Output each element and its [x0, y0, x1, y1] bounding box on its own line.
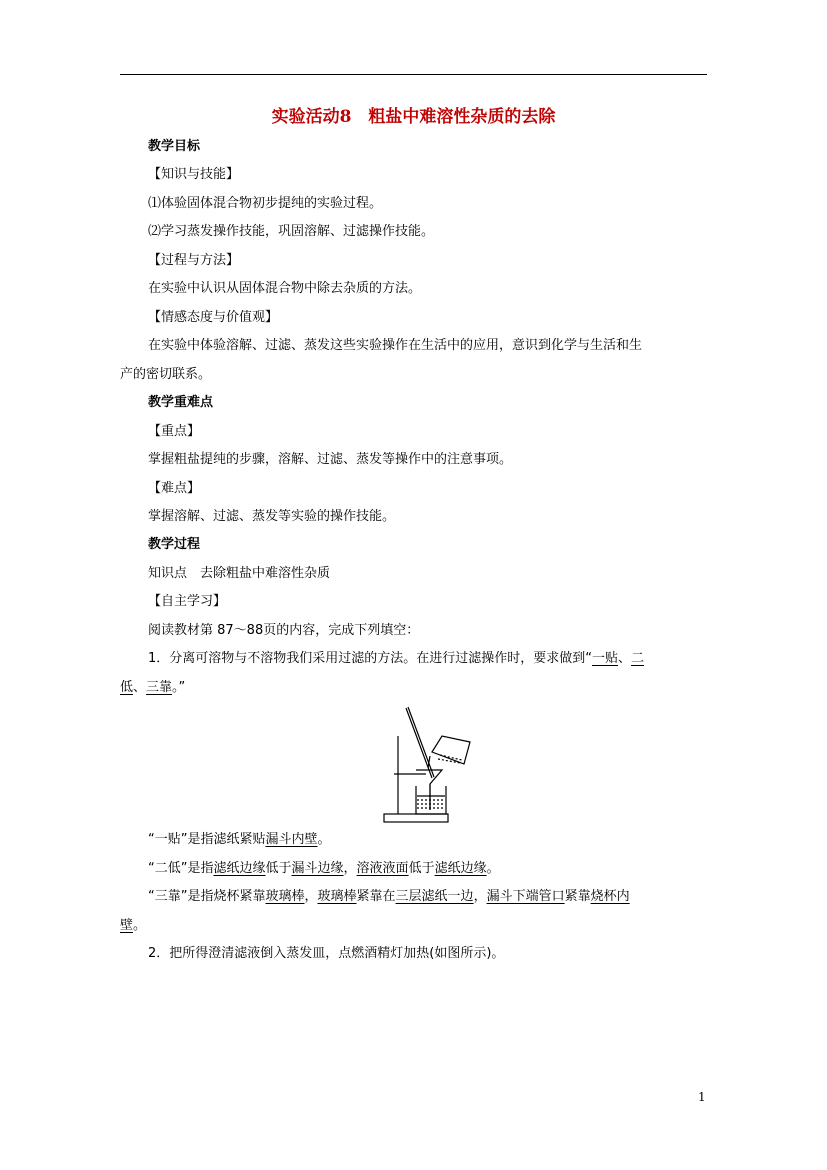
answer-two-low-part2: 低	[120, 680, 134, 695]
answer-funnel-inner-wall: 漏斗内壁	[265, 832, 318, 847]
two-low-line	[120, 860, 738, 878]
answer-liquid-level: 溶液液面	[356, 861, 409, 876]
answer-funnel-tip: 漏斗下端管口	[486, 889, 565, 904]
one-stick-suffix: 。	[317, 832, 331, 847]
focus-heading: 【重点】	[148, 424, 201, 439]
pouring-beaker	[432, 736, 470, 764]
filtration-apparatus-figure	[380, 700, 480, 828]
three-lean-mid1: ，	[304, 889, 318, 904]
answer-filter-paper-edge-2: 滤纸边缘	[434, 861, 487, 876]
three-lean-mid3: ，	[473, 889, 487, 904]
item1-sep1: 、	[618, 651, 632, 666]
knowledge-item-2: ⑵学习蒸发操作技能，巩固溶解、过滤操作技能。	[148, 224, 435, 239]
attitude-text-line2: 产的密切联系。	[120, 367, 212, 382]
topic-line: 知识点 去除粗盐中难溶性杂质	[148, 566, 331, 581]
process-method-heading: 【过程与方法】	[148, 253, 240, 268]
three-lean-line1	[120, 888, 738, 906]
answer-filter-paper-edge: 滤纸边缘	[213, 861, 266, 876]
answer-three-lean: 三靠	[146, 680, 173, 695]
two-low-suffix: 。	[486, 861, 500, 876]
one-stick-line	[120, 831, 738, 849]
answer-beaker-inner-wall-part2: 壁	[120, 918, 134, 933]
item2-line: 2．把所得澄清滤液倒入蒸发皿，点燃酒精灯加热(如图所示)。	[148, 946, 505, 961]
answer-funnel-edge: 漏斗边缘	[291, 861, 344, 876]
attitude-text-line1: 在实验中体验溶解、过滤、蒸发这些实验操作在生活中的应用，意识到化学与生活和生	[148, 338, 643, 353]
stand-base	[384, 814, 448, 822]
process-method-text: 在实验中认识从固体混合物中除去杂质的方法。	[148, 281, 422, 296]
difficulty-text: 掌握溶解、过滤、蒸发等实验的操作技能。	[148, 509, 396, 524]
answer-two-low-part1: 二	[631, 651, 645, 666]
answer-glass-rod: 玻璃棒	[265, 889, 305, 904]
answer-three-layer-paper: 三层滤纸一边	[395, 889, 474, 904]
item1-suffix: 。”	[172, 680, 186, 695]
three-lean-mid4: 紧靠	[564, 889, 591, 904]
answer-glass-rod-2: 玻璃棒	[317, 889, 357, 904]
focus-text: 掌握粗盐提纯的步骤，溶解、过滤、蒸发等操作中的注意事项。	[148, 452, 513, 467]
two-low-mid3: 低于	[408, 861, 435, 876]
answer-beaker-inner-wall-part1: 烧杯内	[590, 889, 630, 904]
attitude-heading: 【情感态度与价值观】	[148, 310, 279, 325]
header-rule	[120, 74, 707, 75]
item1-prefix: 1．分离可溶物与不溶物我们采用过滤的方法。在进行过滤操作时，要求做到“	[148, 651, 593, 666]
self-study-heading: 【自主学习】	[148, 594, 227, 609]
three-lean-mid2: 紧靠在	[356, 889, 396, 904]
two-low-mid2: ，	[343, 861, 357, 876]
page-title: 实验活动8 粗盐中难溶性杂质的去除	[271, 107, 556, 127]
two-low-prefix: “二低”是指	[148, 861, 214, 876]
one-stick-prefix: “一贴”是指滤纸紧贴	[148, 832, 266, 847]
knowledge-item-1: ⑴体验固体混合物初步提纯的实验过程。	[148, 196, 383, 211]
reading-instruction: 阅读教材第 87～88页的内容，完成下列填空：	[148, 623, 420, 638]
goals-heading: 教学目标	[148, 139, 201, 154]
three-lean-suffix: 。	[133, 918, 147, 933]
item1-line2	[120, 679, 710, 697]
answer-one-stick: 一贴	[592, 651, 619, 666]
teaching-process-heading: 教学过程	[148, 537, 201, 552]
item1-sep2: 、	[133, 680, 147, 695]
three-lean-line2	[120, 917, 710, 935]
two-low-mid1: 低于	[265, 861, 292, 876]
key-points-heading: 教学重难点	[148, 395, 214, 410]
difficulty-heading: 【难点】	[148, 481, 201, 496]
item1-line1	[120, 650, 738, 668]
three-lean-prefix: “三靠”是指烧杯紧靠	[148, 889, 266, 904]
page-number: 1	[698, 1090, 706, 1104]
knowledge-heading: 【知识与技能】	[148, 167, 240, 182]
